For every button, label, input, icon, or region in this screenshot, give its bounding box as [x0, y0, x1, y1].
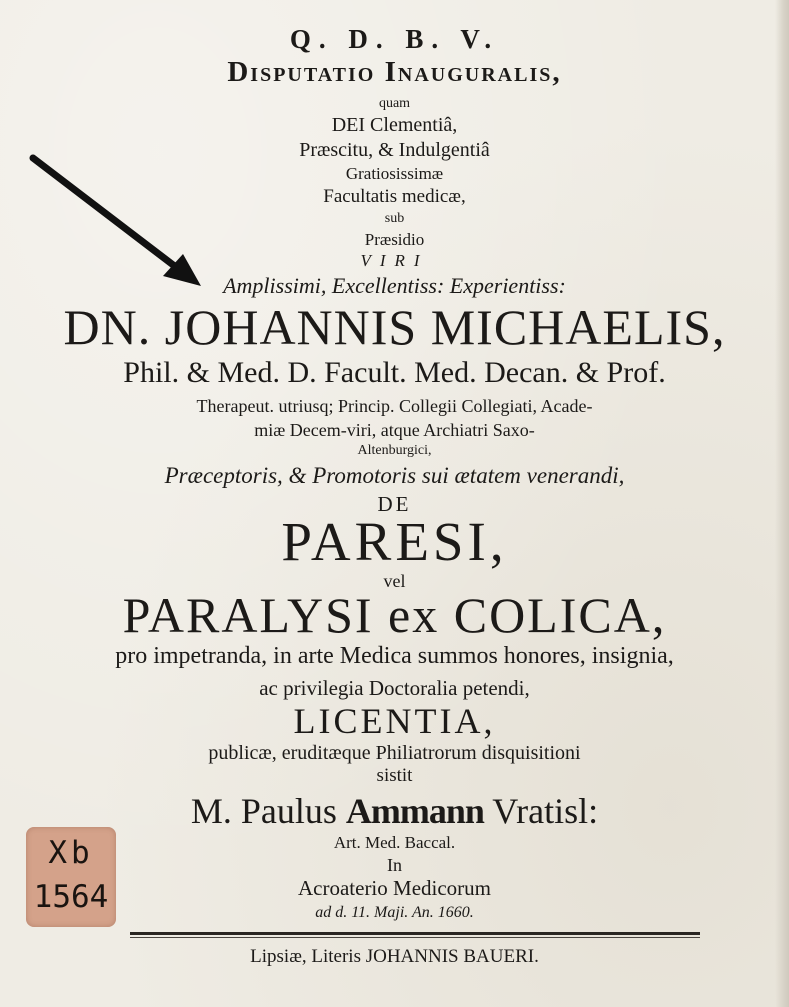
- miae-line: miæ Decem-viri, atque Archiatri Saxo-: [254, 420, 535, 440]
- shelf-mark-line1: Xb: [48, 835, 94, 871]
- vel-line: vel: [383, 571, 406, 591]
- divider-rule-thin: [130, 937, 700, 938]
- sistit-line: sistit: [376, 765, 413, 786]
- shelf-mark-label: [26, 827, 116, 927]
- facultatis-line: Facultatis medicæ,: [323, 186, 466, 207]
- divider-rule: [130, 932, 700, 935]
- qdbv-heading: Q. D. B. V.: [289, 24, 500, 54]
- gratiosissimae-line: Gratiosissimæ: [345, 164, 444, 183]
- praesidio-line: Præsidio: [364, 230, 425, 249]
- respondent-surname: Ammann: [345, 791, 484, 831]
- date-line: ad d. 11. Maji. An. 1660.: [315, 904, 474, 921]
- place-line: Acroaterio Medicorum: [297, 876, 491, 900]
- de-line: DE: [377, 492, 412, 516]
- praescitu-line: Præscitu, & Indulgentiâ: [299, 139, 490, 161]
- pointer-arrow-icon: [25, 150, 205, 290]
- degree-line: Art. Med. Baccal.: [333, 833, 456, 852]
- therapeut-line: Therapeut. utriusq; Princip. Collegii Collegiati, Acade-: [196, 396, 593, 416]
- publicae-line: publicæ, eruditæque Philiatrorum disquisitioni: [208, 742, 581, 764]
- praeses-titles: Phil. & Med. D. Facult. Med. Decan. & Prof.: [123, 356, 666, 389]
- amplissimi-line: Amplissimi, Excellentiss: Experientiss:: [223, 273, 566, 298]
- privilegia-line: ac privilegia Doctoralia petendi,: [259, 676, 530, 700]
- shelf-mark-line2: 1564: [33, 879, 109, 915]
- disputatio-heading: Disputatio Inauguralis,: [227, 56, 562, 88]
- imprint-line: Lipsiæ, Literis JOHANNIS BAUERI.: [250, 946, 539, 967]
- in-line: In: [387, 855, 402, 875]
- paresi-heading: PARESI,: [281, 511, 508, 572]
- pro-impetranda-line: pro impetranda, in arte Medica summos honores, insignia,: [115, 643, 674, 669]
- praeceptoris-line: Præceptoris, & Promotoris sui ætatem venerandi,: [164, 463, 625, 488]
- viri-line: VIRI: [360, 251, 429, 270]
- sub-line: sub: [384, 211, 405, 226]
- dei-line: DEI Clementiâ,: [331, 114, 458, 136]
- licentia-heading: LICENTIA,: [293, 701, 496, 741]
- altenburgici-line: Altenburgici,: [357, 443, 432, 458]
- quam-line: quam: [378, 96, 411, 111]
- paralysi-heading: PARALYSI ex COLICA,: [122, 587, 667, 643]
- praeses-name: DN. JOHANNIS MICHAELIS,: [63, 299, 726, 355]
- respondent-prefix: M. Paulus: [190, 791, 337, 831]
- respondent-suffix: Vratisl:: [492, 791, 599, 831]
- respondent-line: [0, 790, 789, 832]
